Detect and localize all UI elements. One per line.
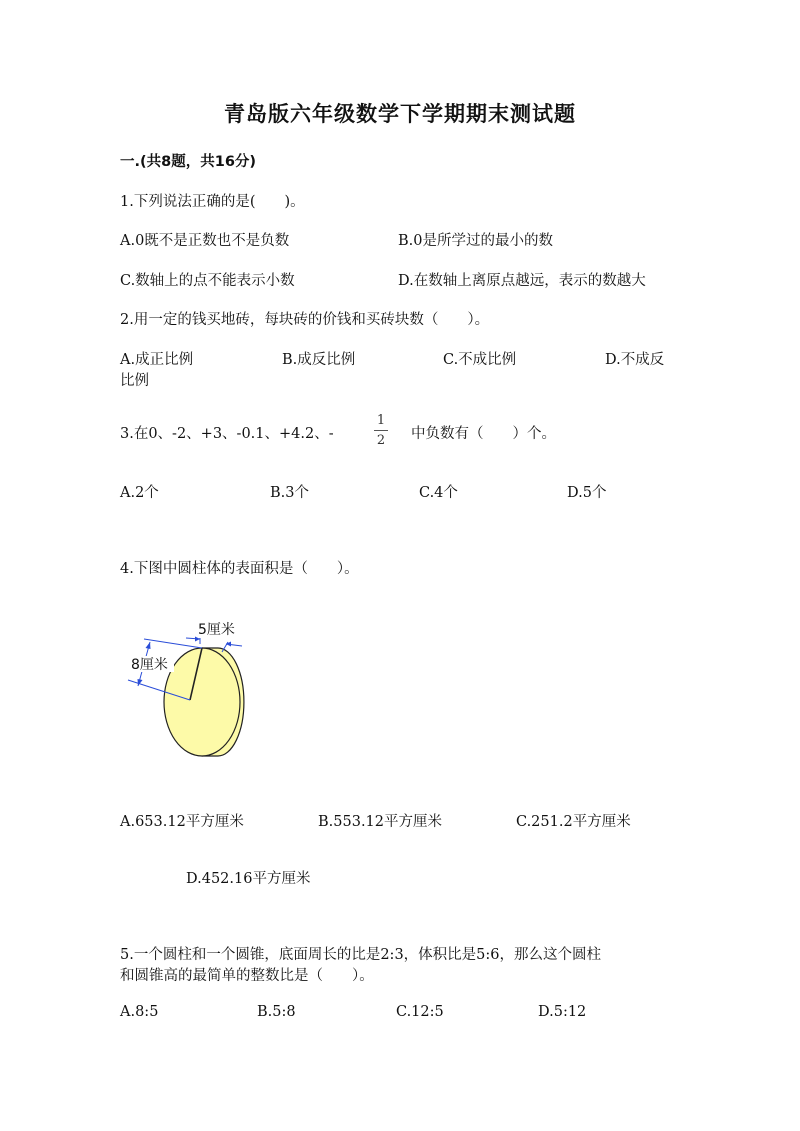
question-2-option-c[interactable]: C.不成比例: [443, 352, 517, 368]
fraction-bar: [374, 430, 388, 431]
question-5-option-b[interactable]: B.5:8: [257, 1004, 296, 1020]
question-3-stem-end: 中负数有（ ）个。: [411, 426, 556, 442]
height-arrow-top: [146, 642, 151, 649]
question-4-option-a[interactable]: A.653.12平方厘米: [120, 814, 244, 830]
question-4-stem: 4.下图中圆柱体的表面积是（ ）。: [120, 561, 359, 577]
question-1-option-a[interactable]: A.0既不是正数也不是负数: [120, 233, 290, 249]
fraction-denominator: 2: [376, 433, 386, 448]
cylinder-front-face: [164, 648, 240, 756]
question-1-option-c[interactable]: C.数轴上的点不能表示小数: [120, 273, 295, 289]
question-3-option-a[interactable]: A.2个: [120, 485, 159, 501]
question-4-option-c[interactable]: C.251.2平方厘米: [516, 814, 631, 830]
question-1-stem: 1.下列说法正确的是( )。: [120, 194, 305, 210]
question-1-option-d[interactable]: D.在数轴上离原点越远，表示的数越大: [398, 273, 646, 289]
question-5-option-c[interactable]: C.12:5: [396, 1004, 444, 1020]
question-5-stem-line-1: 5.一个圆柱和一个圆锥，底面周长的比是2:3，体积比是5:6，那么这个圆柱: [120, 947, 602, 963]
question-2-option-b[interactable]: B.成反比例: [282, 352, 356, 368]
question-5-stem-line-2: 和圆锥高的最简单的整数比是（ ）。: [120, 968, 374, 984]
radius-label: 5厘米: [198, 622, 235, 638]
height-extension-top: [144, 639, 202, 648]
page-title: 青岛版六年级数学下学期期末测试题: [224, 102, 576, 126]
question-2-option-d-continued: 比例: [120, 373, 149, 389]
question-2-option-d[interactable]: D.不成反: [605, 352, 665, 368]
question-5-option-d[interactable]: D.5:12: [538, 1004, 587, 1020]
question-3-stem-start: 3.在0、-2、+3、-0.1、+4.2、-: [120, 426, 334, 442]
fraction-one-half: [374, 414, 388, 448]
question-2-option-a[interactable]: A.成正比例: [120, 352, 194, 368]
cylinder-figure: [120, 612, 260, 768]
radius-arrowhead-right: [226, 642, 231, 647]
question-5-option-a[interactable]: A.8:5: [120, 1004, 159, 1020]
question-2-stem: 2.用一定的钱买地砖，每块砖的价钱和买砖块数（ ）。: [120, 312, 490, 328]
question-3-option-c[interactable]: C.4个: [419, 485, 458, 501]
section-header: 一.(共8题，共16分): [120, 154, 257, 170]
question-3-option-d[interactable]: D.5个: [567, 485, 607, 501]
height-label: 8厘米: [131, 657, 168, 673]
question-4-option-b[interactable]: B.553.12平方厘米: [318, 814, 443, 830]
fraction-numerator: 1: [376, 413, 386, 428]
question-3-option-b[interactable]: B.3个: [270, 485, 309, 501]
question-1-option-b[interactable]: B.0是所学过的最小的数: [398, 233, 553, 249]
question-4-option-d[interactable]: D.452.16平方厘米: [186, 871, 311, 887]
